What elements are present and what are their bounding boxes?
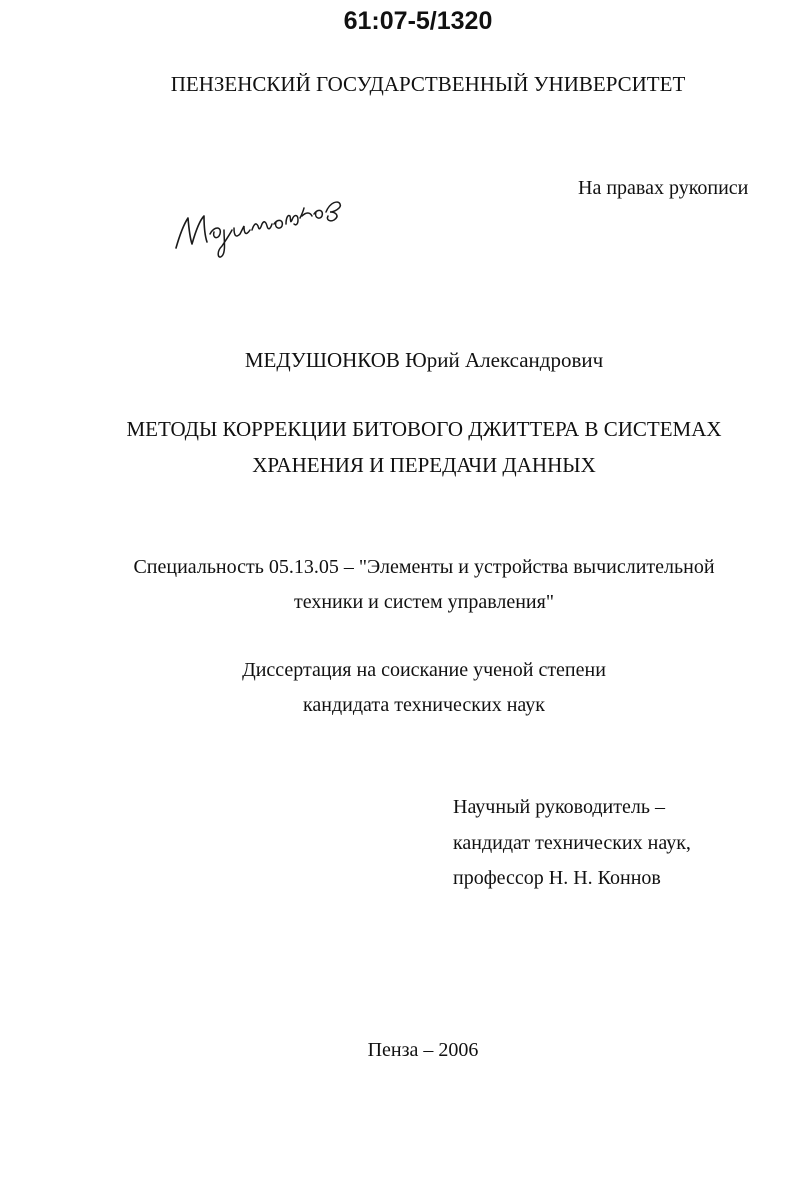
city-and-year: Пенза – 2006	[367, 1039, 479, 1061]
specialty-line-1: Специальность 05.13.05 – "Элементы и устройства вычислительной	[133, 556, 715, 578]
university-name: ПЕНЗЕНСКИЙ ГОСУДАРСТВЕННЫЙ УНИВЕРСИТЕТ	[170, 72, 686, 96]
supervisor-line-2: кандидат технических наук,	[453, 832, 691, 854]
supervisor-line-1: Научный руководитель –	[453, 796, 665, 818]
specialty-line-2: техники и систем управления"	[294, 591, 554, 613]
dissertation-line-2: кандидата технических наук	[302, 694, 546, 716]
thesis-title-line-2: ХРАНЕНИЯ И ПЕРЕДАЧИ ДАННЫХ	[252, 453, 596, 477]
author-name: МЕДУШОНКОВ Юрий Александрович	[244, 348, 604, 372]
dissertation-line-1: Диссертация на соискание ученой степени	[242, 659, 606, 681]
supervisor-line-3: профессор Н. Н. Коннов	[453, 867, 661, 889]
thesis-title-line-1: МЕТОДЫ КОРРЕКЦИИ БИТОВОГО ДЖИТТЕРА В СИСТЕМАХ	[126, 417, 722, 441]
archive-stamp: 61:07-5/1320	[343, 7, 493, 35]
manuscript-rights-note: На правах рукописи	[578, 177, 749, 199]
handwritten-signature	[170, 190, 370, 260]
